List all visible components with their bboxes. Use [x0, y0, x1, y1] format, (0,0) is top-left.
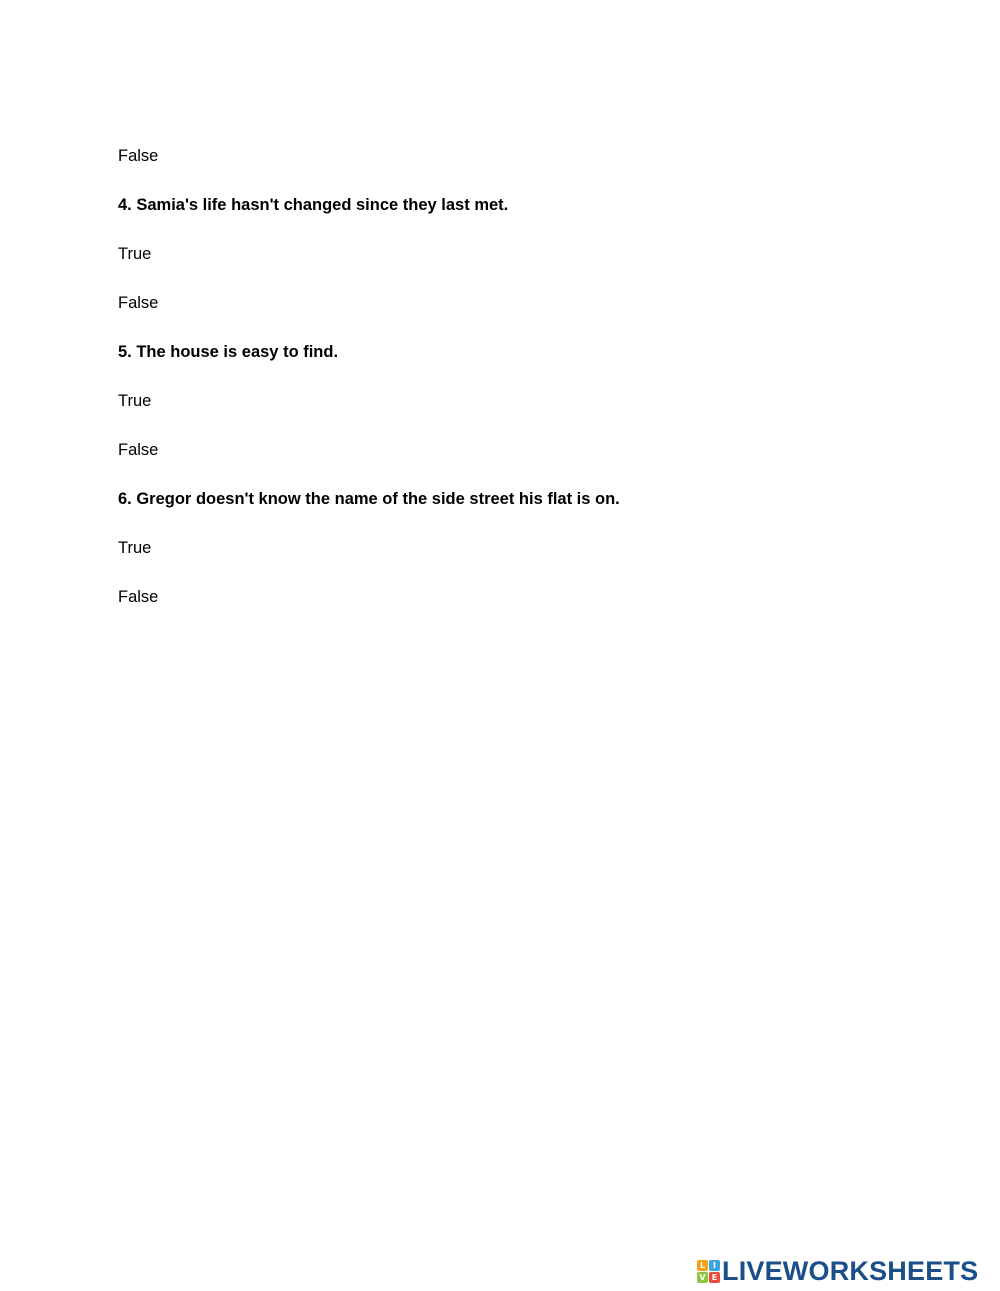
logo-mark-tile: E	[709, 1272, 720, 1283]
option-false-q5[interactable]: False	[118, 441, 159, 459]
liveworksheets-logo	[697, 1256, 978, 1286]
logo-mark-tile: V	[697, 1272, 708, 1283]
option-false-q6[interactable]: False	[118, 588, 159, 606]
option-true-q4[interactable]: True	[118, 245, 152, 263]
logo-mark-tile: L	[697, 1260, 708, 1271]
question-4: 4. Samia's life hasn't changed since they last met.	[118, 196, 509, 214]
option-false-q4[interactable]: False	[118, 294, 159, 312]
option-false-q3[interactable]: False	[118, 147, 159, 165]
logo-mark-icon	[697, 1260, 720, 1283]
option-true-q6[interactable]: True	[118, 539, 152, 557]
logo-text: LIVEWORKSHEETS	[722, 1256, 979, 1286]
option-true-q5[interactable]: True	[118, 392, 152, 410]
question-6: 6. Gregor doesn't know the name of the side street his flat is on.	[118, 490, 620, 508]
logo-mark-tile: I	[709, 1260, 720, 1271]
question-5: 5. The house is easy to find.	[118, 343, 339, 361]
